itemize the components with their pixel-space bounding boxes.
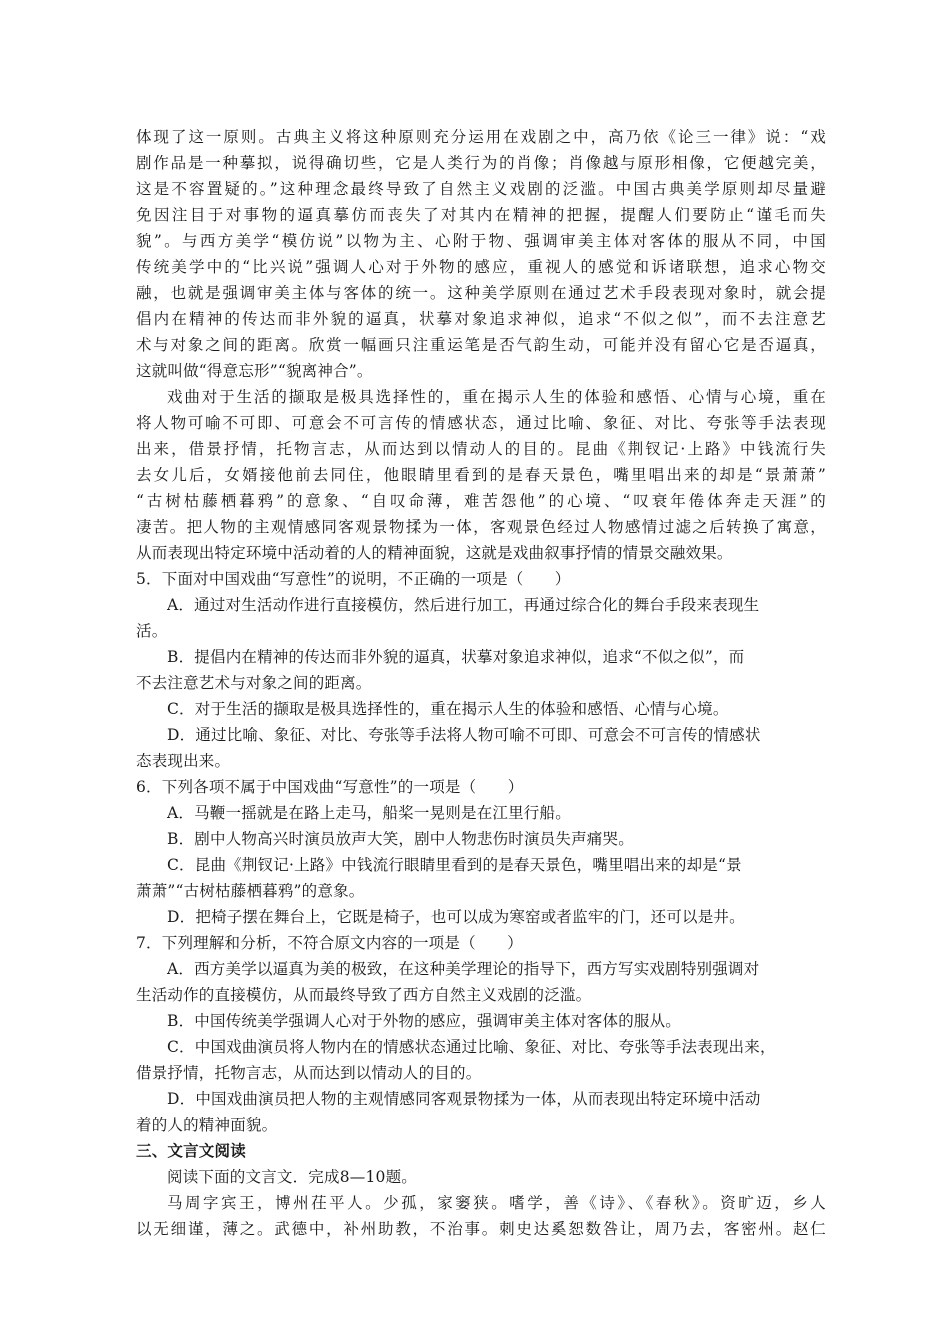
text-line: 借景抒情，托物言志，从而达到以情动人的目的。 [136, 1064, 482, 1082]
text-line: D．通过比喻、象征、对比、夸张等手法将人物可喻不可即、可意会不可言传的情感状 [167, 726, 761, 744]
text-line: B．中国传统美学强调人心对于外物的感应，强调审美主体对客体的服从。 [167, 1012, 681, 1030]
text-line: A．通过对生活动作进行直接模仿，然后进行加工，再通过综合化的舞台手段来表现生 [167, 596, 760, 614]
text-line: 传统美学中的“比兴说”强调人心对于外物的感应，重视人的感觉和诉诸联想，追求心物交 [136, 258, 826, 276]
text-line: C．昆曲《荆钗记·上路》中钱流行眼睛里看到的是春天景色，嘴里唱出来的却是“景 [167, 856, 742, 874]
text-line: 5．下面对中国戏曲“写意性”的说明，不正确的一项是（ ） [136, 570, 571, 588]
text-line: C．对于生活的撷取是极具选择性的，重在揭示人生的体验和感悟、心情与心境。 [167, 700, 729, 718]
text-line: 凄苦。把人物的主观情感同客观景物揉为一体，客观景色经过人物感情过滤之后转换了寓意， [136, 518, 826, 536]
text-line: 萧萧”“古树枯藤栖暮鸦”的意象。 [136, 882, 365, 900]
section-heading: 三、文言文阅读 [136, 1141, 246, 1160]
text-line: A．西方美学以逼真为美的极致，在这种美学理论的指导下，西方写实戏剧特别强调对 [167, 960, 760, 978]
text-line: 马周字宾王，博州茌平人。少孤，家窭狭。嗜学，善《诗》、《春秋》。资旷迈，乡人 [167, 1194, 826, 1212]
text-line: 剧作品是一种摹拟，说得确切些，它是人类行为的肖像；肖像越与原形相像，它便越完美， [136, 154, 826, 172]
document-page [136, 124, 826, 1242]
text-line: 6．下列各项不属于中国戏曲“写意性”的一项是（ ） [136, 778, 524, 796]
text-line: 术与对象之间的距离。欣赏一幅画只注重运笔是否气韵生动，可能并没有留心它是否逼真， [136, 336, 826, 354]
text-line: 7．下列理解和分析，不符合原文内容的一项是（ ） [136, 934, 523, 952]
text-line: A．马鞭一摇就是在路上走马，船桨一晃则是在江里行船。 [167, 804, 571, 822]
text-line: 活。 [136, 622, 168, 640]
text-line: 不去注意艺术与对象之间的距离。 [136, 674, 372, 692]
text-line: B．提倡内在精神的传达而非外貌的逼真，状摹对象追求神似，追求“不似之似”，而 [167, 648, 745, 666]
text-line: 融，也就是强调审美主体与客体的统一。这种美学原则在通过艺术手段表现对象时，就会提 [136, 284, 826, 302]
text-line: D．把椅子摆在舞台上，它既是椅子，也可以成为寒窑或者监牢的门，还可以是井。 [167, 908, 745, 926]
text-line: 以无细谨，薄之。武德中，补州助教，不治事。刺史达奚恕数咎让，周乃去，客密州。赵仁 [136, 1220, 826, 1238]
text-line: 生活动作的直接模仿，从而最终导致了西方自然主义戏剧的泛滥。 [136, 986, 592, 1004]
text-line: 貌”。与西方美学“模仿说”以物为主、心附于物、强调审美主体对客体的服从不同，中国 [136, 232, 826, 250]
text-line: D．中国戏曲演员把人物的主观情感同客观景物揉为一体，从而表现出特定环境中活动 [167, 1090, 761, 1108]
text-line: 阅读下面的文言文．完成8—10题。 [167, 1168, 417, 1186]
text-line: B．剧中人物高兴时演员放声大笑，剧中人物悲伤时演员失声痛哭。 [167, 830, 634, 848]
text-line: 出来，借景抒情，托物言志，从而达到以情动人的目的。昆曲《荆钗记·上路》中钱流行失 [136, 440, 826, 458]
text-line: “古树枯藤栖暮鸦”的意象、“自叹命薄，难苦怨他”的心境、“叹衰年倦体奔走天涯”的 [136, 492, 826, 510]
text-line: C．中国戏曲演员将人物内在的情感状态通过比喻、象征、对比、夸张等手法表现出来， [167, 1038, 776, 1056]
text-line: 体现了这一原则。古典主义将这种原则充分运用在戏剧之中，高乃依《论三一律》说：“戏 [136, 128, 826, 146]
text-line: 去女儿后，女婿接他前去同住，他眼睛里看到的是春天景色，嘴里唱出来的却是“景萧萧” [136, 466, 826, 484]
text-line: 着的人的精神面貌。 [136, 1116, 278, 1134]
text-line: 倡内在精神的传达而非外貌的逼真，状摹对象追求神似，追求“不似之似”，而不去注意艺 [136, 310, 826, 328]
text-line: 戏曲对于生活的撷取是极具选择性的，重在揭示人生的体验和感悟、心情与心境，重在 [167, 388, 826, 406]
text-line: 这是不容置疑的。”这种理念最终导致了自然主义戏剧的泛滥。中国古典美学原则却尽量避 [136, 180, 826, 198]
text-line: 态表现出来。 [136, 752, 231, 770]
text-line: 将人物可喻不可即、可意会不可言传的情感状态，通过比喻、象征、对比、夸张等手法表现 [136, 414, 826, 432]
text-line: 从而表现出特定环境中活动着的人的精神面貌，这就是戏曲叙事抒情的情景交融效果。 [136, 544, 733, 562]
text-line: 这就叫做“得意忘形”“貌离神合”。 [136, 362, 373, 380]
text-line: 免因注目于对事物的逼真摹仿而丧失了对其内在精神的把握，提醒人们要防止“谨毛而失 [136, 206, 826, 224]
